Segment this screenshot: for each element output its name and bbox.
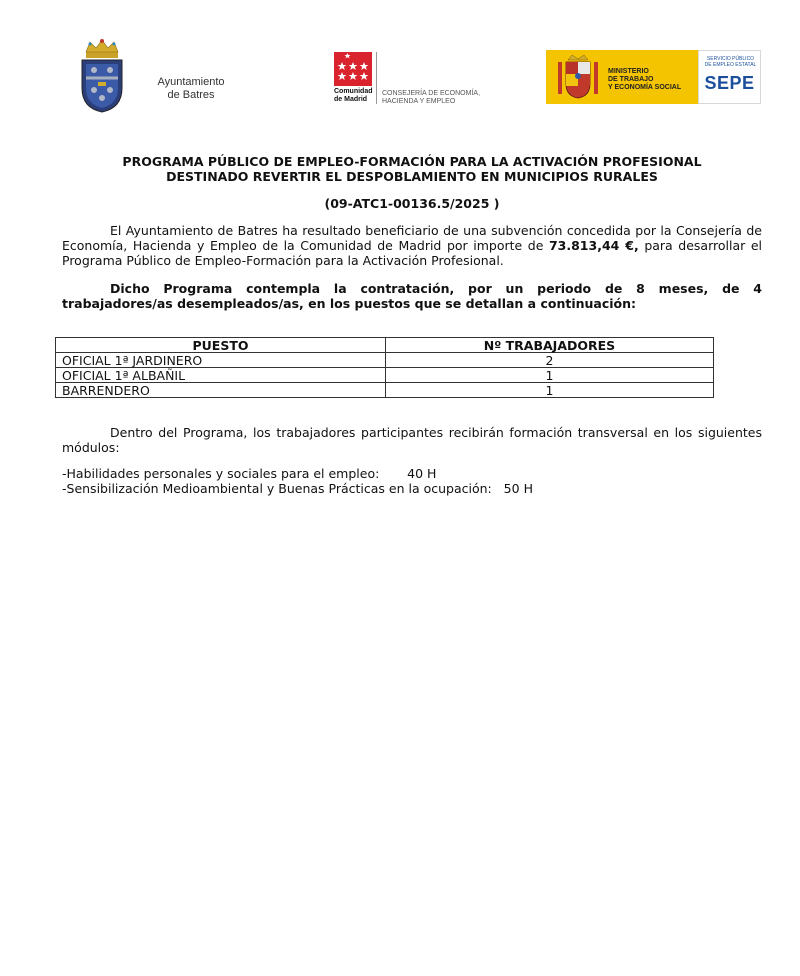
ministerio-line-3: Y ECONOMÍA SOCIAL: [608, 84, 682, 91]
madrid-flag-icon: [334, 52, 372, 86]
ministerio-label: [608, 68, 698, 92]
column-header-trabajadores: Nº TRABAJADORES: [386, 338, 714, 353]
consejeria-line-1: CONSEJERÍA DE ECONOMÍA,: [382, 90, 481, 97]
header-logos: [0, 38, 800, 118]
training-paragraph: Dentro del Programa, los trabajadores participantes recibirán formación transversal en los siguientes módulos:: [62, 425, 762, 455]
consejeria-label: [382, 90, 512, 106]
cell-puesto: OFICIAL 1ª ALBAÑIL: [56, 368, 386, 383]
list-item: -Sensibilización Medioambiental y Buenas Prácticas en la ocupación: 50 H: [62, 481, 533, 496]
logo-divider: [376, 52, 377, 104]
table-header-row: [56, 338, 714, 353]
sepe-logo: [698, 50, 761, 104]
sepe-wordmark: SEPE: [704, 73, 755, 93]
modules-list: [62, 466, 762, 496]
intro-text: El Ayuntamiento de Batres ha resultado beneficiario de una subvención concedida por la Consejería de Economía, Hacienda y Empleo de la Comunidad de Madrid por importe de: [62, 223, 762, 253]
comunidad-line-2: de Madrid: [334, 96, 368, 103]
column-header-puesto: PUESTO: [56, 338, 386, 353]
sepe-subtitle: [702, 56, 759, 68]
hiring-paragraph: Dicho Programa contempla la contratación, por un periodo de 8 meses, de 4 trabajadores/as desempleados/as, en los puestos que se detallan a continuación:: [62, 281, 762, 311]
ayuntamiento-line-2: de Batres: [167, 89, 215, 101]
table-row: [56, 368, 714, 383]
intro-paragraph: [62, 223, 762, 268]
comunidad-label: [334, 88, 376, 104]
comunidad-madrid-logo: [334, 52, 504, 108]
ministerio-line-2: DE TRABAJO: [608, 76, 654, 83]
list-item: -Habilidades personales y sociales para el empleo: 40 H: [62, 466, 437, 481]
document-title: [62, 154, 762, 184]
table-row: [56, 353, 714, 368]
cell-puesto: BARRENDERO: [56, 383, 386, 398]
sepe-subtitle-line-2: DE EMPLEO ESTATAL: [704, 62, 757, 68]
ministerio-line-1: MINISTERIO: [608, 68, 649, 75]
ministerio-logo: [546, 50, 698, 104]
coat-of-arms-icon: [76, 38, 128, 114]
table-row: [56, 383, 714, 398]
intro-text-end: para desarrollar el Programa Público de Empleo-Formación para la Activación Profesional.: [62, 238, 762, 268]
sepe-subtitle-line-1: SERVICIO PÚBLICO: [706, 56, 755, 62]
program-code: (09-ATC1-00136.5/2025 ): [324, 196, 500, 211]
consejeria-line-2: HACIENDA Y EMPLEO: [382, 98, 456, 105]
cell-trabajadores: 1: [386, 368, 714, 383]
ayuntamiento-logo: [76, 38, 256, 114]
title-line-1: PROGRAMA PÚBLICO DE EMPLEO-FORMACIÓN PARA LA ACTIVACIÓN PROFESIONAL: [122, 154, 702, 169]
comunidad-line-1: Comunidad: [334, 88, 373, 95]
grant-amount: 73.813,44 €,: [548, 238, 639, 253]
cell-puesto: OFICIAL 1ª JARDINERO: [56, 353, 386, 368]
ayuntamiento-line-1: Ayuntamiento: [157, 76, 225, 88]
cell-trabajadores: 1: [386, 383, 714, 398]
spain-coat-of-arms-icon: [556, 54, 600, 100]
cell-trabajadores: 2: [386, 353, 714, 368]
jobs-table: [55, 337, 714, 398]
ayuntamiento-name: [150, 76, 232, 102]
title-line-2: DESTINADO REVERTIR EL DESPOBLAMIENTO EN MUNICIPIOS RURALES: [166, 169, 658, 184]
